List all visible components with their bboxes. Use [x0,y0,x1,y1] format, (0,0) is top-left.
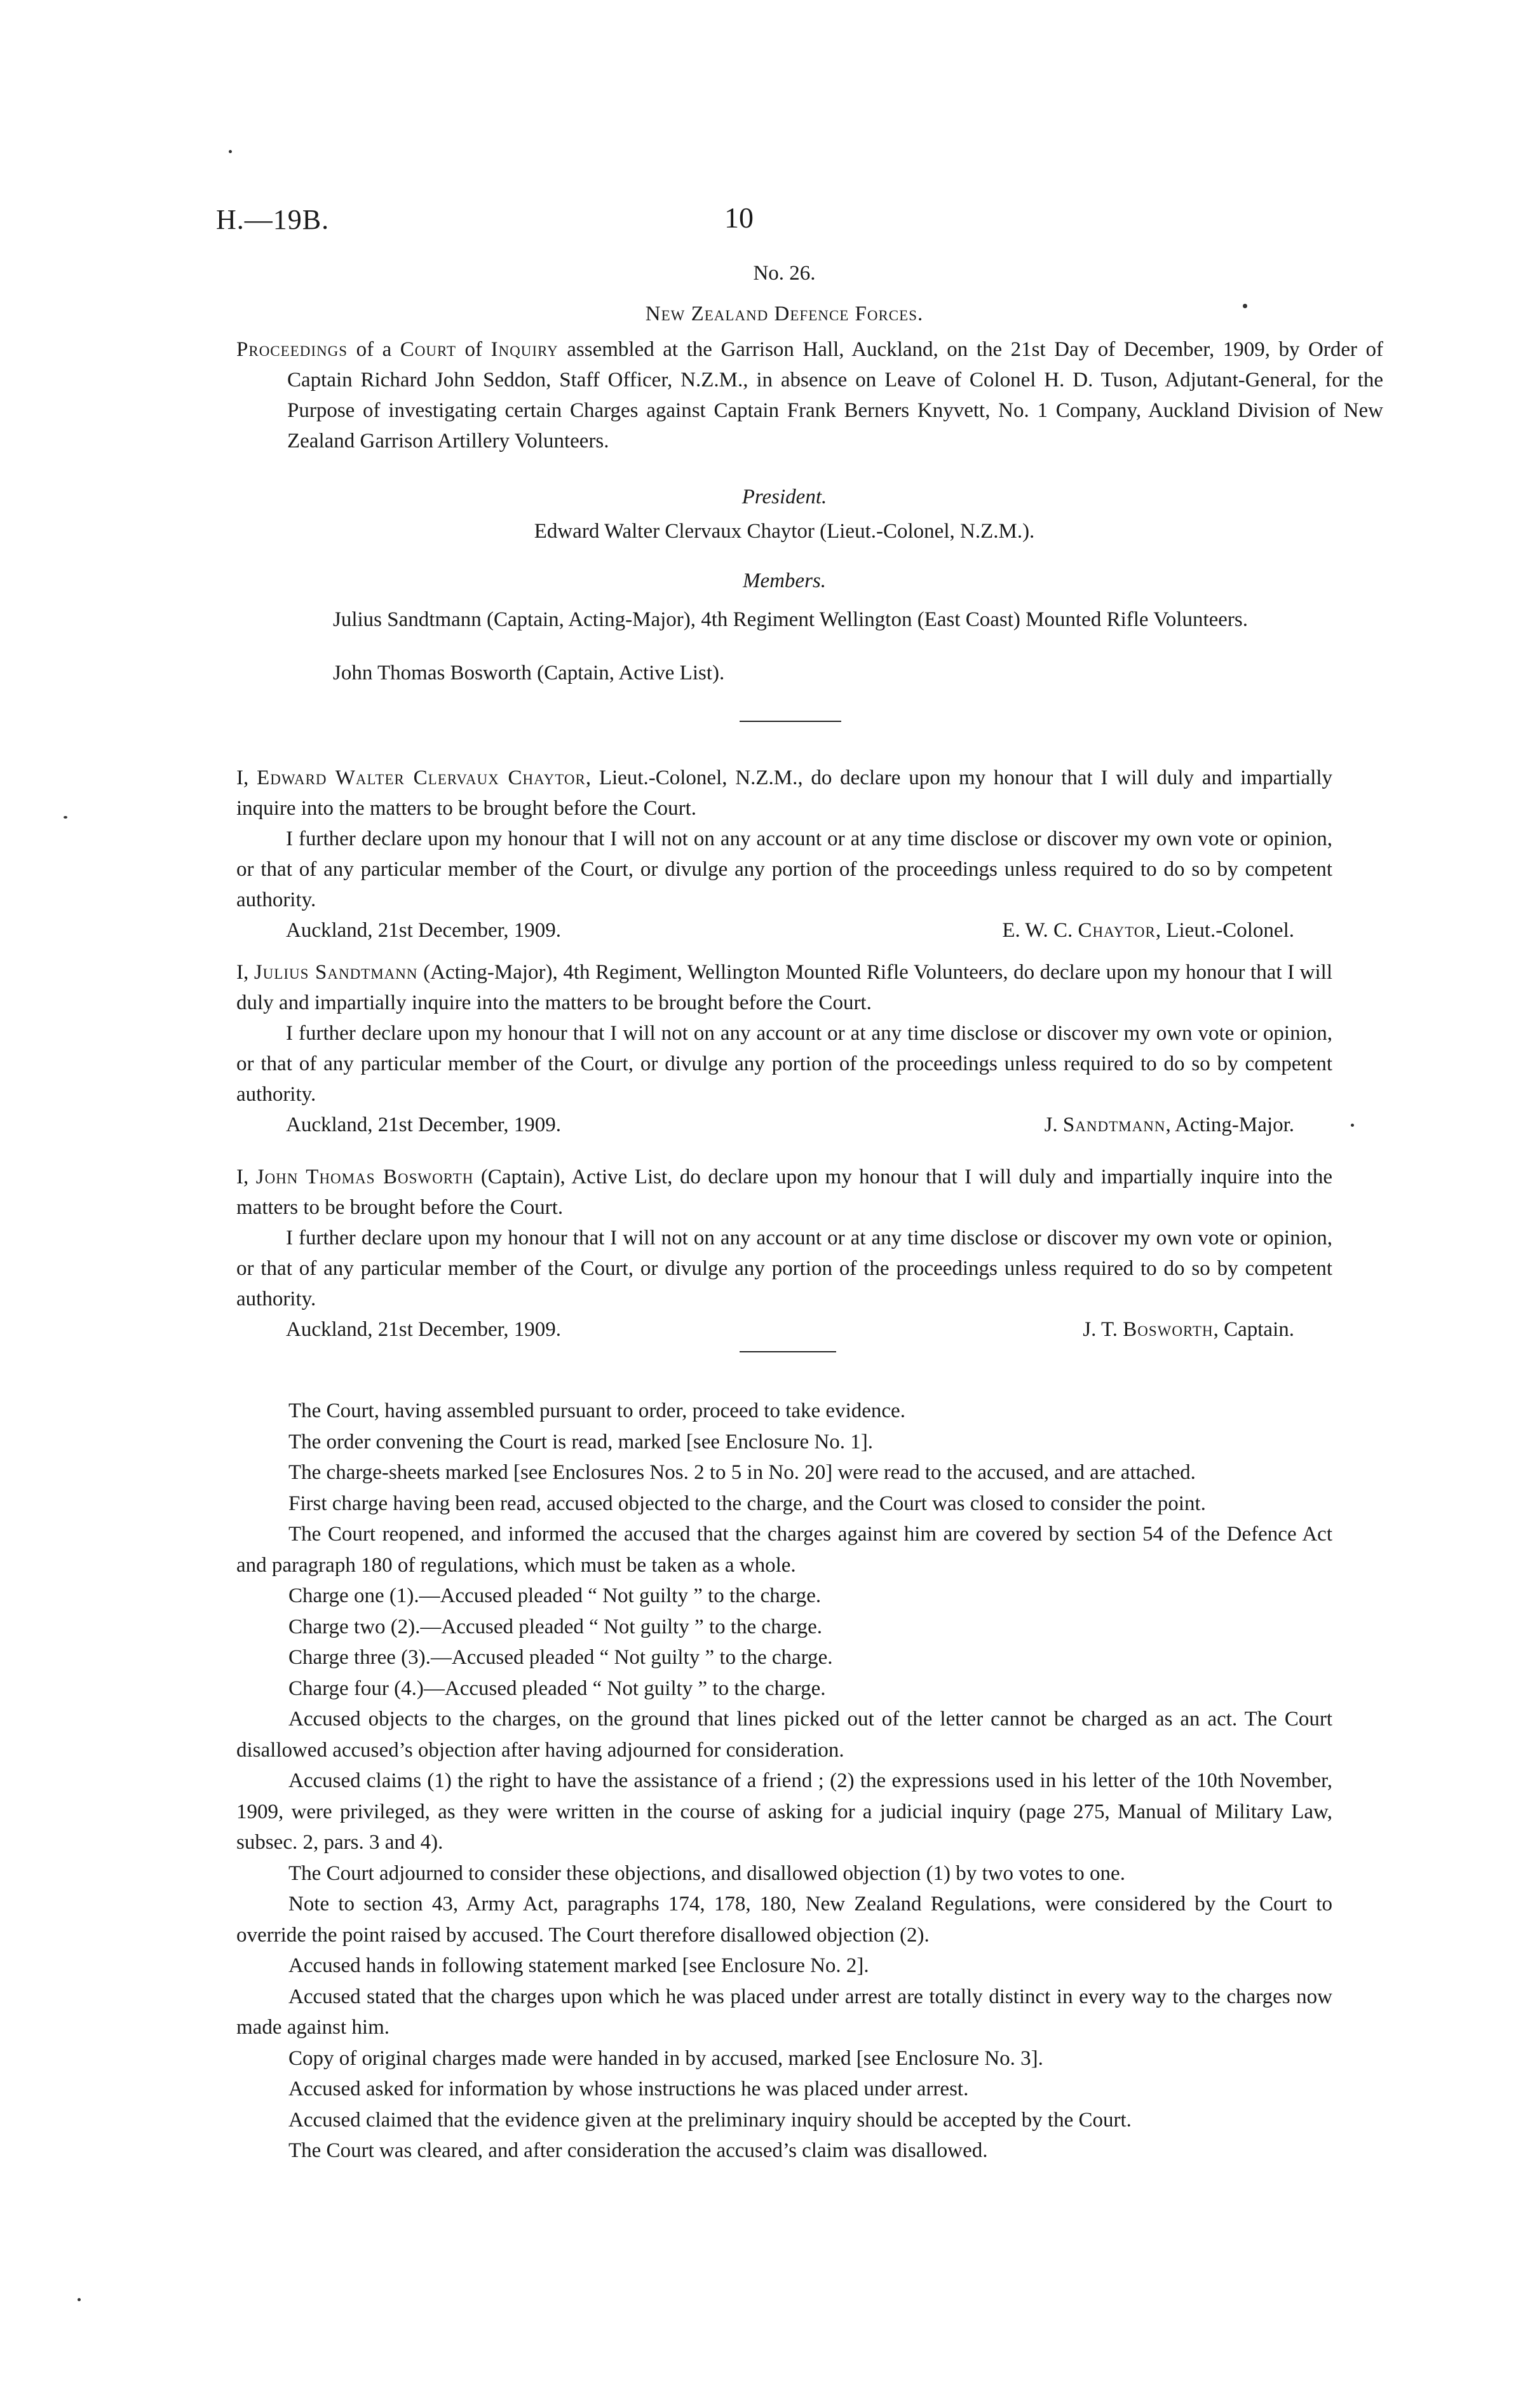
declaration-text: (Acting-Major), 4th Regiment, Wellington Mounted Rifle Volunteers, do declare upon my honour that I will duly and impartially inquire into the matters to be brought before the Court. [236,961,1333,1014]
declaration [236,1162,1332,1345]
signature-rank: , Lieut.-Colonel. [1155,919,1294,942]
proceedings-paragraph: Accused claims (1) the right to have the assistance of a friend ; (2) the expressions used in his letter of the 10th November, 1909, were privileged, as they were written in the course of asking for a judicial inquiry (page 275, Manual of Military Law, subsec. 2, pars. 3 and 4). [236,1769,1332,1854]
signature-line [236,1110,1332,1140]
declaration-second: I further declare upon my honour that I will not on any account or at any time disclose or discover my own vote or opinion, or that of any particular member of the Court, or divulge any portion of the proceedings unless required to do so by competent authority. [236,1022,1332,1106]
proceedings-paragraph: Charge two (2).—Accused pleaded “ Not guilty ” to the charge. [288,1615,823,1638]
declarant-name: Julius Sandtmann [254,961,418,984]
declaration-opening [236,957,1332,1018]
signature-line [236,915,1332,946]
preamble-inquiry: Inquiry [491,338,558,361]
proceedings-record [236,1396,1332,2167]
document-title: New Zealand Defence Forces. [645,303,924,325]
scan-speck [229,150,232,153]
signature [1002,915,1294,946]
proceedings-preamble [236,334,1383,456]
proceedings-paragraph: Accused stated that the charges upon which he was placed under arrest are totally distinct in every way to the charges now made against him. [236,1985,1332,2039]
scan-speck [1351,1124,1354,1127]
document-number: No. 26. [753,262,816,285]
proceedings-paragraph: Accused asked for information by whose instructions he was placed under arrest. [288,2078,969,2100]
member-entry: Julius Sandtmann (Captain, Acting-Major), 4th Regiment Wellington (East Coast) Mounted Rifle Volunteers. [333,608,1249,631]
proceedings-paragraph: Accused hands in following statement marked [see Enclosure No. 2]. [288,1954,869,1977]
scan-speck [64,816,67,819]
place-date: Auckland, 21st December, 1909. [286,919,562,942]
page-number: 10 [724,201,754,234]
proceedings-paragraph: Copy of original charges made were handed in by accused, marked [see Enclosure No. 3]. [288,2046,1043,2070]
section-divider [740,721,841,722]
declaration-prefix: I, [236,961,249,984]
proceedings-paragraph: The Court adjourned to consider these objections, and disallowed objection (1) by two votes to one. [288,1861,1125,1885]
president-heading: President. [741,486,827,508]
place-date: Auckland, 21st December, 1909. [286,1318,562,1341]
declaration-opening [236,1162,1332,1223]
signature-name: Chaytor [1078,919,1156,942]
signature-initials: J. [1044,1113,1058,1136]
declarant-name: John Thomas Bosworth [255,1166,474,1188]
declaration-text: , Lieut.-Colonel, N.Z.M., do declare upon my honour that I will duly and impartially inquire into the matters to be brought before the Court. [236,766,1333,820]
declaration-prefix: I, [236,766,249,789]
preamble-text: assembled at the Garrison Hall, Auckland, on the 21st Day of December, 1909, by Order of Captain Richard John Seddon, Staff Officer, N.Z.M., in absence on Leave of Colonel H. D. Tuson, Adjutant-General, for the Purpose of investigating certain Charges against Captain Frank Berners Knyvett, No. 1 Company, Auckland Division of New Zealand Garrison Artillery Volunteers. [287,338,1384,452]
scan-speck [78,2298,81,2301]
signature-initials: E. W. C. [1002,919,1073,942]
proceedings-paragraph: The Court reopened, and informed the accused that the charges against him are covered by section 54 of the Defence Act and paragraph 180 of regulations, which must be taken as a whole. [236,1523,1332,1577]
proceedings-paragraph: Accused objects to the charges, on the ground that lines picked out of the letter cannot be charged as an act. The Court disallowed accused’s objection after having adjourned for consideration. [236,1708,1332,1762]
signature-name: Bosworth [1123,1318,1214,1341]
declaration-prefix: I, [236,1166,249,1188]
signature [1045,1110,1294,1140]
proceedings-paragraph: The charge-sheets marked [see Enclosures Nos. 2 to 5 in No. 20] were read to the accused, and are attached. [288,1461,1196,1484]
proceedings-paragraph: Charge one (1).—Accused pleaded “ Not guilty ” to the charge. [288,1584,822,1607]
declarant-name: Edward Walter Clervaux Chaytor [257,766,586,789]
declaration-text: (Captain), Active List, do declare upon my honour that I will duly and impartially inquire into the matters to be brought before the Court. [236,1166,1333,1219]
preamble-court: Court [400,338,457,361]
proceedings-paragraph: The Court was cleared, and after consideration the accused’s claim was disallowed. [288,2139,988,2162]
proceedings-paragraph: First charge having been read, accused objected to the charge, and the Court was closed to consider the point. [288,1492,1206,1515]
preamble-lead: Proceedings [236,338,348,361]
declaration-opening [236,763,1332,824]
signature-initials: J. T. [1083,1318,1118,1341]
signature-name: Sandtmann [1062,1113,1166,1136]
signature-rank: , Acting-Major. [1165,1113,1294,1136]
proceedings-paragraph: The order convening the Court is read, marked [see Enclosure No. 1]. [288,1430,874,1453]
declaration-second: I further declare upon my honour that I will not on any account or at any time disclose or discover my own vote or opinion, or that of any particular member of the Court, or divulge any portion of the proceedings unless required to do so by competent authority. [236,1227,1332,1310]
proceedings-paragraph: Charge four (4.)—Accused pleaded “ Not guilty ” to the charge. [288,1677,826,1700]
preamble-of: of [464,338,483,361]
declaration [236,957,1332,1140]
members-heading: Members. [742,569,827,592]
signature-rank: , Captain. [1213,1318,1294,1341]
scan-speck [1243,304,1247,308]
declaration [236,763,1332,946]
proceedings-paragraph: The Court, having assembled pursuant to order, proceed to take evidence. [288,1399,905,1422]
preamble-of-a: of a [356,338,392,361]
president-name: Edward Walter Clervaux Chaytor (Lieut.-Colonel, N.Z.M.). [534,520,1035,543]
proceedings-paragraph: Charge three (3).—Accused pleaded “ Not guilty ” to the charge. [288,1646,833,1669]
member-entry: John Thomas Bosworth (Captain, Active List). [333,662,725,684]
proceedings-paragraph: Accused claimed that the evidence given at the preliminary inquiry should be accepted by the Court. [288,2108,1132,2132]
section-divider [740,1351,836,1352]
document-reference: H.—19B. [216,204,330,235]
place-date: Auckland, 21st December, 1909. [286,1113,562,1136]
signature [1083,1314,1294,1345]
declaration-second: I further declare upon my honour that I will not on any account or at any time disclose or discover my own vote or opinion, or that of any particular member of the Court, or divulge any portion of the proceedings unless required to do so by competent authority. [236,827,1332,911]
signature-line [236,1314,1332,1345]
proceedings-paragraph: Note to section 43, Army Act, paragraphs 174, 178, 180, New Zealand Regulations, were considered by the Court to override the point raised by accused. The Court therefore disallowed objection (2). [236,1893,1332,1947]
